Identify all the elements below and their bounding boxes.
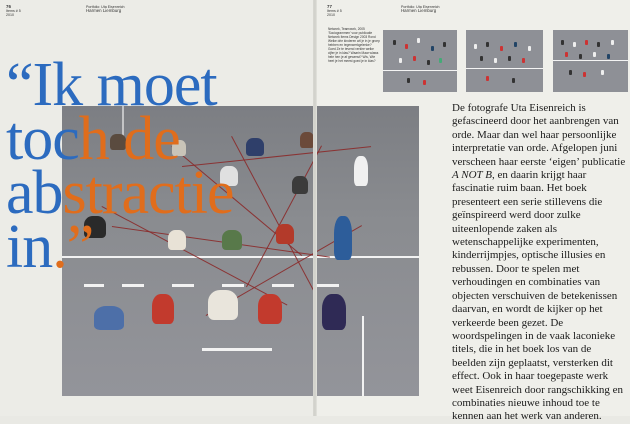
child xyxy=(431,46,434,51)
child xyxy=(423,80,426,85)
right-running-head xyxy=(401,5,440,13)
body-paragraph: , en daarin krijgt haar fascinatie ruim baan. Het boek presenteert een serie stillevens die geïnspireerd werd door zulke uiteenlopende zaken als wetenschappelijke experimenten, kinderrijmpjes, optische illusies en rebussen. Door te spelen met verhoudingen en combinaties van objecten verschuiven de betekenissen daarvan, en wordt de kijker op het verkeerde been gezet. De woordspelingen in de vaak laconieke titels, die in het boek los van de beelden zijn geplaatst, versterken dit effect. Ook in haar toegepaste werk weet Eisenreich door rangschikking en combinaties nieuwe inhoud toe te kennen aan het werk van anderen. xyxy=(452,169,624,423)
child xyxy=(522,58,525,63)
thumbnail-photo-2 xyxy=(466,30,543,92)
headline-line-4 xyxy=(6,213,326,281)
spine-gutter xyxy=(313,0,317,416)
child xyxy=(480,56,483,61)
child xyxy=(565,52,568,57)
child-standing xyxy=(334,216,352,260)
child xyxy=(512,78,515,83)
thumbnail-photo-3 xyxy=(553,30,628,92)
child xyxy=(579,54,582,59)
court-line xyxy=(202,348,272,351)
page-number: 77 xyxy=(327,4,332,9)
child xyxy=(561,40,564,45)
court-line xyxy=(466,68,543,69)
child xyxy=(208,290,238,320)
child xyxy=(322,294,346,330)
child xyxy=(593,52,596,57)
author-name: Harmen Liemburg xyxy=(401,8,437,14)
photo-caption: Network, Teamwork, 2005 'Sociogrammen' voor publicatie Network Items Design 2003 Rond Welke drie kinderen wil je in je groep hebben en tegenwerkgelenke? Goed Ze te tevend verkire welke cijfer je in klas? Waarin Maar wlaws hele hen je af gewenst? Wis, Wie heet je het meest goed je in klas? xyxy=(328,27,380,63)
year: 2010 xyxy=(327,13,335,18)
article-body xyxy=(452,102,628,424)
headline-line-1 xyxy=(6,51,326,119)
child xyxy=(583,72,586,77)
child xyxy=(597,42,600,47)
headline-text: “Ik moet xyxy=(6,51,217,119)
child xyxy=(494,58,497,63)
child xyxy=(258,294,282,324)
body-paragraph: De fotografe Uta Eisenreich is gefascineerd door het aanbrengen van orde. Maar dan wel haar persoonlijke interpretatie van orde. Afgelopen juni verscheen haar eerste ‘eigen’ publicatie xyxy=(452,102,626,168)
child xyxy=(407,78,410,83)
child xyxy=(393,40,396,45)
issue: Items # 5 xyxy=(6,9,21,14)
pull-quote-headline xyxy=(6,51,326,281)
child xyxy=(573,42,576,47)
court-line xyxy=(122,284,144,287)
child xyxy=(443,42,446,47)
child xyxy=(94,306,124,330)
child xyxy=(585,40,588,45)
author-name: Harmen Liemburg xyxy=(86,8,122,14)
child xyxy=(152,294,174,324)
section-title: Portfolio: Uta Eisenreich xyxy=(401,5,440,9)
left-running-head xyxy=(86,5,125,13)
court-line xyxy=(383,70,457,71)
issue: Items # 5 xyxy=(327,9,342,14)
headline-text: toc xyxy=(6,105,79,173)
court-line xyxy=(317,284,339,287)
headline-line-3 xyxy=(6,159,326,227)
section-title: Portfolio: Uta Eisenreich xyxy=(86,5,125,9)
court-line xyxy=(272,284,294,287)
child xyxy=(528,46,531,51)
court-line xyxy=(553,60,628,61)
headline-text: in xyxy=(6,213,53,281)
child xyxy=(611,40,614,45)
child xyxy=(569,70,572,75)
headline-text: h de xyxy=(78,105,180,173)
year: 2010 xyxy=(6,13,14,18)
child xyxy=(417,38,420,43)
headline-line-2 xyxy=(6,105,326,173)
child xyxy=(514,42,517,47)
court-line xyxy=(362,316,364,396)
court-line xyxy=(84,284,104,287)
child-standing xyxy=(354,156,368,186)
headline-text: stractie xyxy=(62,159,234,227)
child xyxy=(607,54,610,59)
child xyxy=(405,44,408,49)
child xyxy=(413,56,416,61)
book-title: A NOT B xyxy=(452,169,492,182)
headline-text: ab xyxy=(6,159,63,227)
left-folio xyxy=(6,5,21,18)
right-folio xyxy=(327,5,342,18)
court-line xyxy=(172,284,194,287)
thumbnail-photo-1 xyxy=(383,30,457,92)
child xyxy=(601,70,604,75)
court-line xyxy=(222,284,244,287)
child xyxy=(427,60,430,65)
child xyxy=(486,42,489,47)
child xyxy=(508,56,511,61)
headline-text: .” xyxy=(52,213,94,281)
page-number: 76 xyxy=(6,4,11,9)
child xyxy=(486,76,489,81)
child xyxy=(399,58,402,63)
child xyxy=(439,58,442,63)
child xyxy=(500,46,503,51)
child xyxy=(474,44,477,49)
